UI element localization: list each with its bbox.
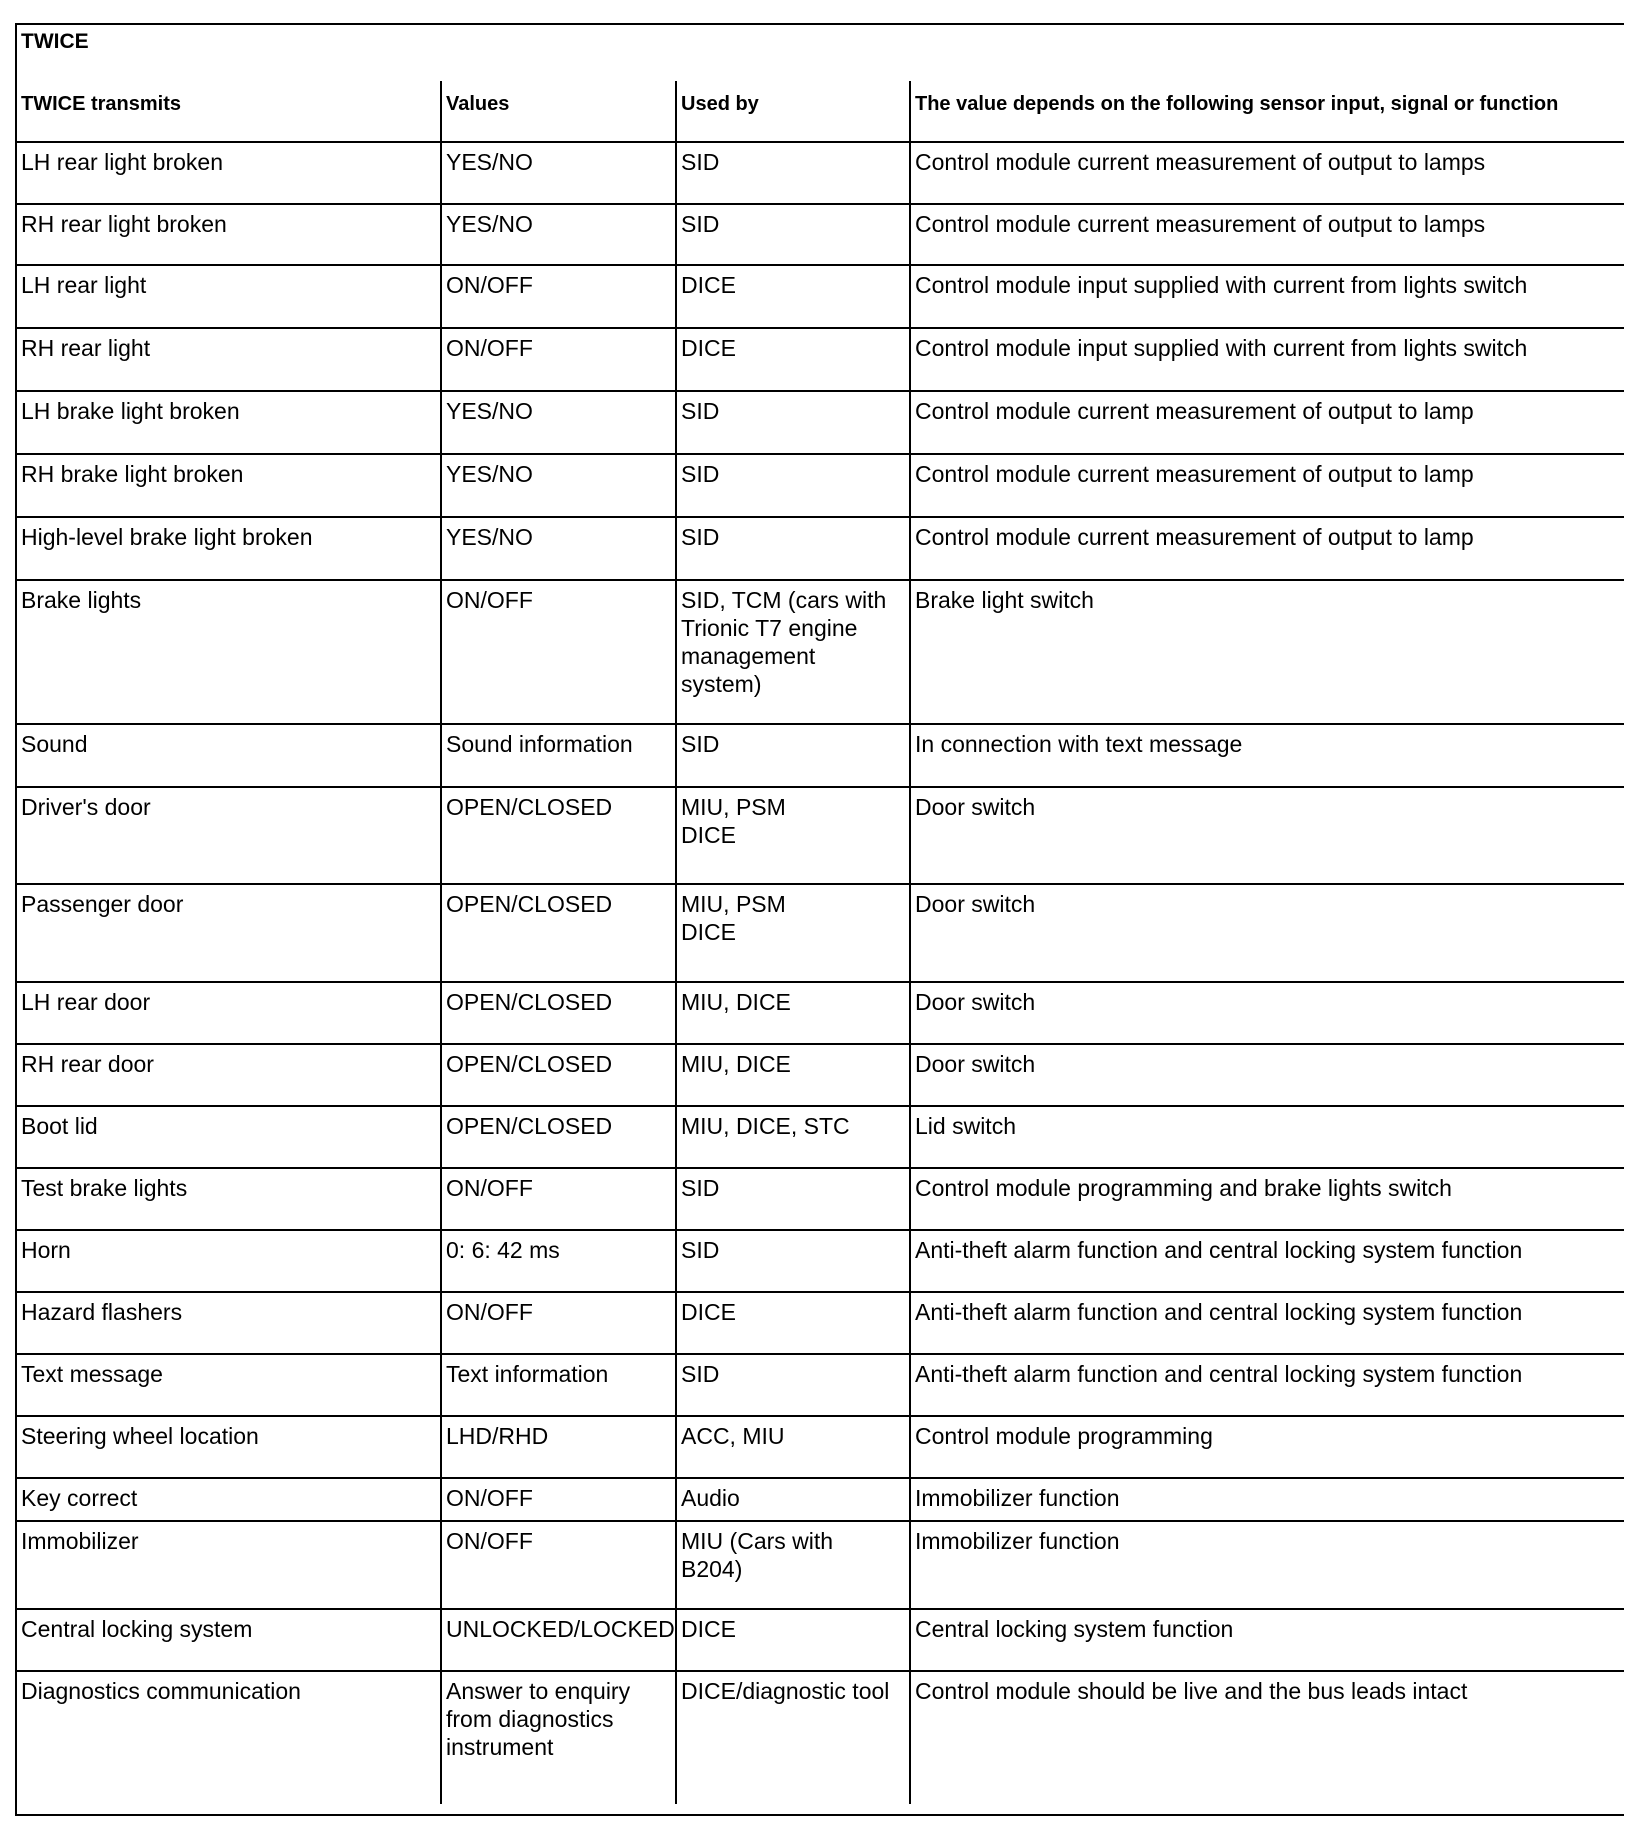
column-header: TWICE transmits bbox=[21, 93, 182, 115]
table-cell: Audio bbox=[681, 1485, 740, 1511]
row-divider bbox=[15, 1291, 1624, 1293]
table-cell: Door switch bbox=[915, 794, 1036, 820]
table-cell: LH rear light broken bbox=[21, 149, 223, 175]
column-divider bbox=[675, 81, 677, 1804]
table-cell: OPEN/CLOSED bbox=[446, 1113, 613, 1139]
table-cell: In connection with text message bbox=[915, 731, 1243, 757]
table-cell: SID bbox=[681, 461, 720, 487]
table-cell: YES/NO bbox=[446, 211, 533, 237]
table-cell: MIU, DICE, STC bbox=[681, 1113, 850, 1139]
table-cell: Steering wheel location bbox=[21, 1423, 259, 1449]
row-divider bbox=[15, 1670, 1624, 1672]
table-cell: Answer to enquiry from diagnostics instrument bbox=[446, 1678, 631, 1760]
table-cell: OPEN/CLOSED bbox=[446, 989, 613, 1015]
table-cell: OPEN/CLOSED bbox=[446, 1051, 613, 1077]
table-cell: Test brake lights bbox=[21, 1175, 188, 1201]
row-divider bbox=[15, 981, 1624, 983]
column-divider bbox=[909, 81, 911, 1804]
table-cell: Door switch bbox=[915, 891, 1036, 917]
row-divider bbox=[15, 579, 1624, 581]
row-divider bbox=[15, 327, 1624, 329]
table-cell: RH rear light bbox=[21, 335, 151, 361]
table-cell: DICE bbox=[681, 272, 736, 298]
table-cell: Immobilizer function bbox=[915, 1485, 1120, 1511]
table-cell: ON/OFF bbox=[446, 272, 533, 298]
row-divider bbox=[15, 1353, 1624, 1355]
table-cell: Door switch bbox=[915, 1051, 1036, 1077]
table-cell: Immobilizer bbox=[21, 1528, 139, 1554]
table-cell: SID bbox=[681, 1361, 720, 1387]
table-cell: SID bbox=[681, 149, 720, 175]
table-cell: RH brake light broken bbox=[21, 461, 244, 487]
table-cell: DICE bbox=[681, 335, 736, 361]
table-cell: Lid switch bbox=[915, 1113, 1016, 1139]
row-divider bbox=[15, 723, 1624, 725]
table-cell: Control module current measurement of output to lamps bbox=[915, 149, 1486, 175]
table-cell: Driver's door bbox=[21, 794, 151, 820]
table-cell: OPEN/CLOSED bbox=[446, 891, 613, 917]
row-divider bbox=[15, 883, 1624, 885]
column-header: The value depends on the following sensor input, signal or function bbox=[915, 93, 1559, 115]
table-cell: Anti-theft alarm function and central locking system function bbox=[915, 1361, 1523, 1387]
table-cell: Central locking system bbox=[21, 1616, 253, 1642]
table-cell: YES/NO bbox=[446, 524, 533, 550]
table-cell: DICE bbox=[681, 1299, 736, 1325]
table-cell: MIU, PSM DICE bbox=[681, 891, 786, 945]
table-cell: OPEN/CLOSED bbox=[446, 794, 613, 820]
table-cell: ON/OFF bbox=[446, 335, 533, 361]
table-cell: ON/OFF bbox=[446, 587, 533, 613]
table-cell: Passenger door bbox=[21, 891, 184, 917]
table-cell: ACC, MIU bbox=[681, 1423, 785, 1449]
table-cell: SID bbox=[681, 1175, 720, 1201]
table-cell: SID bbox=[681, 524, 720, 550]
table-cell: LH rear door bbox=[21, 989, 151, 1015]
table-cell: Control module programming bbox=[915, 1423, 1213, 1449]
table-cell: Control module programming and brake lights switch bbox=[915, 1175, 1452, 1201]
table-border-top bbox=[15, 23, 1624, 25]
row-divider bbox=[15, 453, 1624, 455]
table-cell: SID bbox=[681, 1237, 720, 1263]
table-cell: Control module should be live and the bus leads intact bbox=[915, 1678, 1468, 1704]
row-divider bbox=[15, 1415, 1624, 1417]
row-divider bbox=[15, 203, 1624, 205]
row-divider bbox=[15, 1608, 1624, 1610]
table-cell: Hazard flashers bbox=[21, 1299, 183, 1325]
row-divider bbox=[15, 1105, 1624, 1107]
table-border-bottom bbox=[15, 1814, 1624, 1816]
table-cell: UNLOCKED/LOCKED bbox=[446, 1616, 675, 1642]
row-divider bbox=[15, 1167, 1624, 1169]
table-cell: Boot lid bbox=[21, 1113, 98, 1139]
row-divider bbox=[15, 786, 1624, 788]
table-border-left bbox=[15, 23, 17, 1816]
table-cell: YES/NO bbox=[446, 398, 533, 424]
table-cell: Brake lights bbox=[21, 587, 142, 613]
table-cell: ON/OFF bbox=[446, 1175, 533, 1201]
twice-signal-table bbox=[15, 23, 1624, 1816]
table-cell: YES/NO bbox=[446, 461, 533, 487]
table-cell: Control module current measurement of output to lamps bbox=[915, 211, 1486, 237]
table-cell: ON/OFF bbox=[446, 1528, 533, 1554]
table-cell: Anti-theft alarm function and central locking system function bbox=[915, 1299, 1523, 1325]
table-cell: High-level brake light broken bbox=[21, 524, 313, 550]
table-cell: LHD/RHD bbox=[446, 1423, 549, 1449]
table-cell: Text message bbox=[21, 1361, 163, 1387]
row-divider bbox=[15, 390, 1624, 392]
table-cell: SID bbox=[681, 731, 720, 757]
row-divider bbox=[15, 1229, 1624, 1231]
table-cell: LH rear light bbox=[21, 272, 147, 298]
table-cell: SID bbox=[681, 211, 720, 237]
column-header: Values bbox=[446, 93, 510, 115]
table-cell: YES/NO bbox=[446, 149, 533, 175]
table-cell: Diagnostics communication bbox=[21, 1678, 301, 1704]
column-header: Used by bbox=[681, 93, 759, 115]
header-rule bbox=[15, 141, 1624, 143]
table-cell: Sound bbox=[21, 731, 88, 757]
table-cell: Immobilizer function bbox=[915, 1528, 1120, 1554]
table-cell: DICE bbox=[681, 1616, 736, 1642]
table-cell: Anti-theft alarm function and central locking system function bbox=[915, 1237, 1523, 1263]
table-title: TWICE bbox=[21, 30, 89, 53]
row-divider bbox=[15, 1520, 1624, 1522]
table-cell: ON/OFF bbox=[446, 1299, 533, 1325]
table-cell: MIU, DICE bbox=[681, 989, 791, 1015]
table-cell: Control module current measurement of output to lamp bbox=[915, 398, 1474, 424]
table-cell: RH rear door bbox=[21, 1051, 154, 1077]
table-cell: ON/OFF bbox=[446, 1485, 533, 1511]
table-cell: MIU, DICE bbox=[681, 1051, 791, 1077]
table-cell: DICE/diagnostic tool bbox=[681, 1678, 890, 1704]
table-cell: RH rear light broken bbox=[21, 211, 227, 237]
column-divider bbox=[440, 81, 442, 1804]
table-cell: Brake light switch bbox=[915, 587, 1094, 613]
row-divider bbox=[15, 264, 1624, 266]
table-cell: SID bbox=[681, 398, 720, 424]
table-cell: Key correct bbox=[21, 1485, 138, 1511]
table-cell: Text information bbox=[446, 1361, 609, 1387]
table-cell: SID, TCM (cars with Trionic T7 engine management system) bbox=[681, 587, 887, 697]
table-cell: Control module current measurement of output to lamp bbox=[915, 461, 1474, 487]
table-cell: Control module input supplied with current from lights switch bbox=[915, 272, 1528, 298]
table-cell: Horn bbox=[21, 1237, 71, 1263]
table-cell: Control module input supplied with current from lights switch bbox=[915, 335, 1528, 361]
row-divider bbox=[15, 1043, 1624, 1045]
table-cell: LH brake light broken bbox=[21, 398, 240, 424]
table-cell: MIU, PSM DICE bbox=[681, 794, 786, 848]
table-cell: MIU (Cars with B204) bbox=[681, 1528, 834, 1582]
table-cell: Central locking system function bbox=[915, 1616, 1234, 1642]
row-divider bbox=[15, 516, 1624, 518]
table-cell: Control module current measurement of output to lamp bbox=[915, 524, 1474, 550]
table-cell: 0: 6: 42 ms bbox=[446, 1237, 560, 1263]
table-cell: Door switch bbox=[915, 989, 1036, 1015]
row-divider bbox=[15, 1477, 1624, 1479]
table-cell: Sound information bbox=[446, 731, 633, 757]
